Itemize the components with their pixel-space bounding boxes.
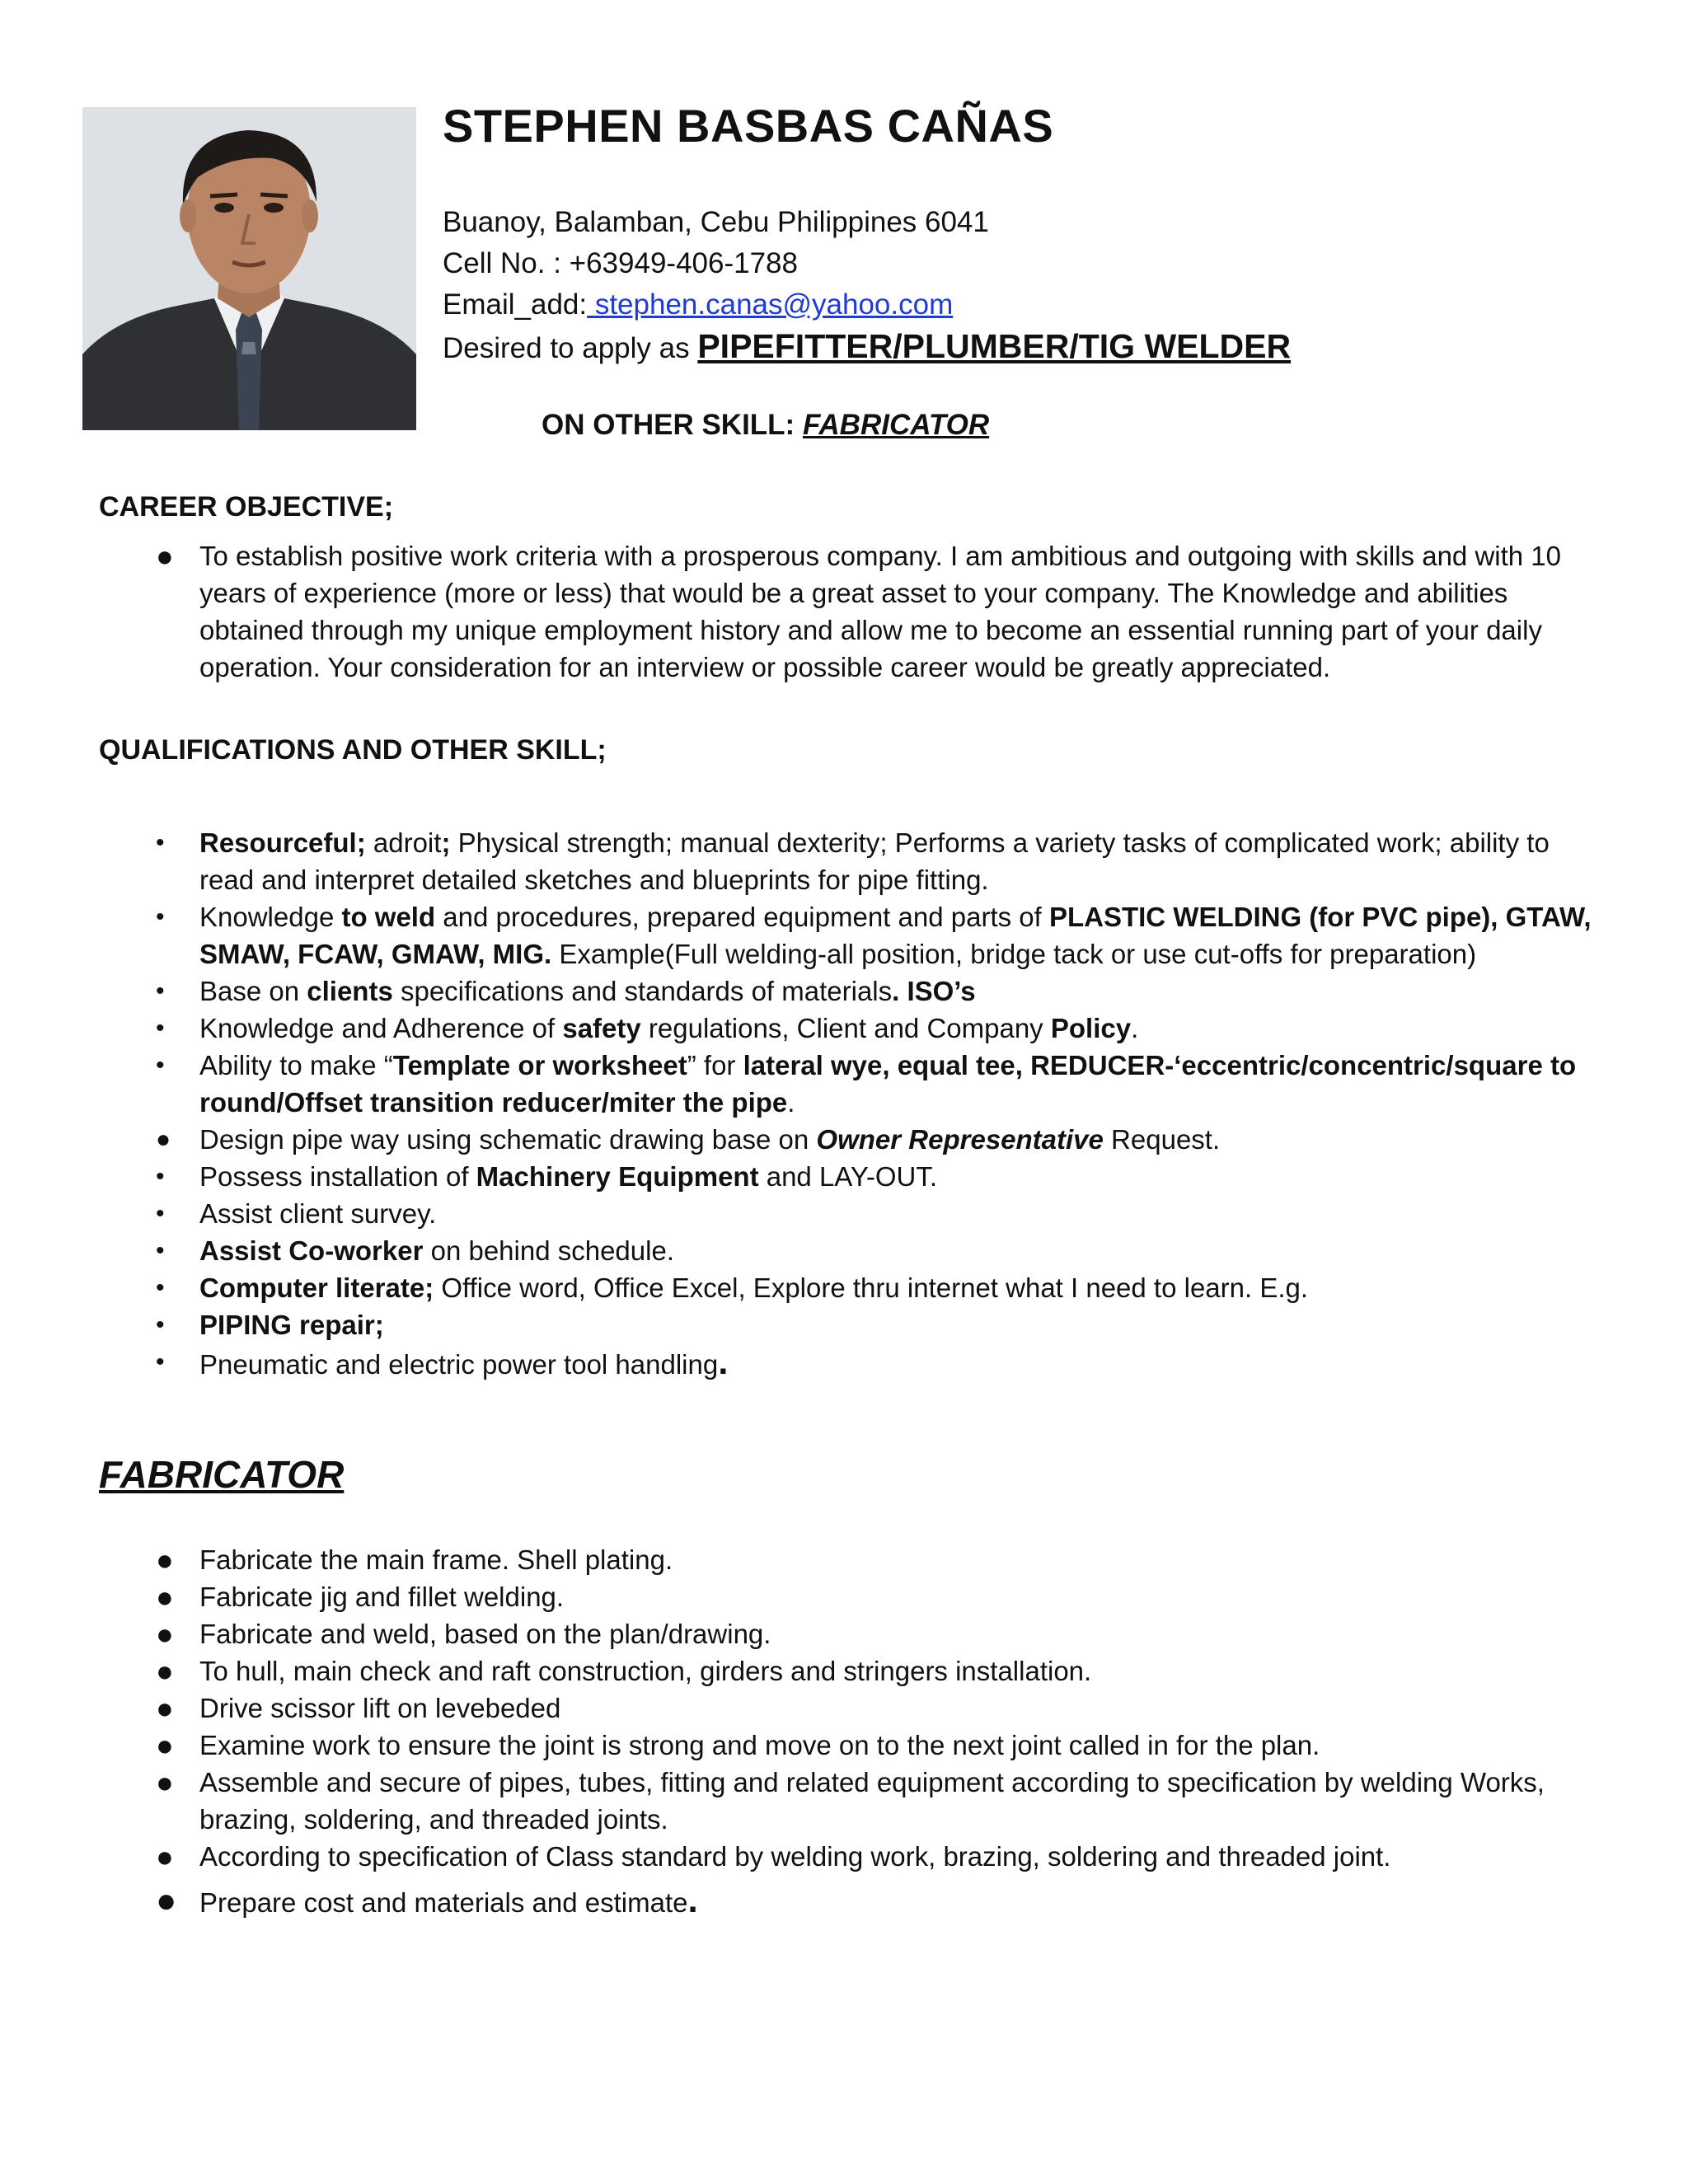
qualification-item [0, 1158, 1592, 1195]
qualification-item [0, 1343, 1592, 1383]
bullet-icon: ● [156, 539, 174, 573]
fabricator-item-period: . [687, 1880, 698, 1920]
bullet-icon: • [156, 1163, 165, 1190]
qualification-text: Physical strength; manual dexterity; Performs a variety tasks of complicated work; ability to read and interpret detailed sketches and blueprints for pipe fitting. [199, 827, 1550, 895]
qualification-text: Example(Full welding-all position, bridge tack or use cut-offs for preparation) [551, 939, 1477, 969]
career-objective-item [0, 537, 1592, 686]
fabricator-item-text: Fabricate and weld, based on the plan/drawing. [199, 1619, 771, 1649]
bullet-icon: ● [156, 1765, 174, 1799]
qualification-text: adroit [365, 827, 442, 858]
qualification-bold: Computer literate; [199, 1272, 434, 1303]
other-skill-value: FABRICATOR [802, 409, 990, 441]
qualification-item [0, 1306, 1592, 1343]
qualification-bold: . ISO’s [892, 976, 976, 1006]
fabricator-item [0, 1578, 1592, 1615]
fabricator-item [0, 1838, 1592, 1875]
candidate-name: STEPHEN BASBAS CAÑAS [443, 100, 1054, 152]
qualification-item [0, 1047, 1592, 1121]
qualification-item [0, 1121, 1592, 1158]
qualification-item [0, 1195, 1592, 1232]
fabricator-item [0, 1727, 1592, 1764]
bullet-icon: ● [156, 1728, 174, 1762]
fabricator-item-text: Fabricate jig and fillet welding. [199, 1582, 565, 1612]
qualification-bold: lateral wye, equal tee, REDUCER-‘eccentric/concentric/square to round/Offset transition reducer/miter the pipe [199, 1050, 1577, 1118]
fabricator-list [0, 1541, 1592, 1921]
qualification-text: regulations, Client and Company [640, 1013, 1051, 1043]
fabricator-item-text: Assemble and secure of pipes, tubes, fitting and related equipment according to specification by welding Works, brazing, soldering, and threaded joints. [199, 1767, 1545, 1835]
address: Buanoy, Balamban, Cebu Philippines 6041 [443, 206, 989, 238]
qualification-bold: . [718, 1342, 729, 1382]
bullet-icon: • [156, 1274, 165, 1301]
qualifications-list [0, 824, 1592, 1383]
qualification-bold: PIPING repair; [199, 1310, 384, 1340]
career-objective-text: To establish positive work criteria with a prosperous company. I am ambitious and outgoing with skills and with 10 years of experience (more or less) that would be a great asset to your company. The Knowledge and abilities obtained through my unique employment history and allow me to become an essential running part of your daily operation. Your consideration for an interview or possible career would be greatly appreciated. [199, 541, 1562, 682]
qualification-text: Knowledge and Adherence of [199, 1013, 563, 1043]
qualification-text: . [1131, 1013, 1139, 1043]
bullet-icon: ● [156, 1840, 174, 1873]
qualification-item [0, 1232, 1592, 1269]
fabricator-item [0, 1690, 1592, 1727]
email-label: Email_add: [443, 288, 588, 321]
fabricator-item [0, 1882, 1592, 1921]
qualification-bold: to weld [341, 902, 436, 932]
qualification-text: and LAY-OUT. [758, 1161, 938, 1192]
qualification-text: . [787, 1087, 795, 1118]
fabricator-item [0, 1615, 1592, 1652]
fabricator-item-text: Examine work to ensure the joint is strong and move on to the next joint called in for the plan. [199, 1730, 1320, 1760]
email-link[interactable]: stephen.canas@yahoo.com [587, 288, 954, 321]
bullet-icon: • [156, 903, 165, 930]
email-line [443, 284, 1291, 326]
qualification-item [0, 824, 1592, 898]
qualification-text: Base on [199, 976, 307, 1006]
bullet-icon: • [156, 1052, 165, 1079]
bullet-icon: • [156, 1311, 165, 1338]
qualification-item [0, 972, 1592, 1010]
qualification-bold: Machinery Equipment [476, 1161, 759, 1192]
qualification-text: Ability to make “ [199, 1050, 393, 1080]
qualification-item [0, 1269, 1592, 1306]
qualification-text: ” for [687, 1050, 743, 1080]
qualification-text: Design pipe way using schematic drawing base on [199, 1124, 817, 1155]
fabricator-item-text: Drive scissor lift on levebeded [199, 1693, 561, 1723]
fabricator-item-text: To hull, main check and raft construction, girders and stringers installation. [199, 1656, 1092, 1686]
bullet-icon: ● [156, 1543, 174, 1577]
fabricator-item [0, 1652, 1592, 1690]
desired-position-value: PIPEFITTER/PLUMBER/TIG WELDER [697, 327, 1292, 365]
bullet-icon: • [156, 1015, 165, 1042]
fabricator-item-text: Prepare cost and materials and estimate [199, 1887, 688, 1918]
qualification-bold: safety [562, 1013, 641, 1043]
qualification-text: on behind schedule. [423, 1235, 674, 1266]
fabricator-item-text: Fabricate the main frame. Shell plating. [199, 1544, 673, 1575]
qualification-text: Possess installation of [199, 1161, 476, 1192]
bullet-icon: • [156, 829, 165, 856]
bullet-icon: • [156, 1200, 165, 1227]
desired-position-label: Desired to apply as [443, 332, 698, 364]
qualification-bold: PLASTIC WELDING (for PVC pipe), GTAW, SMAW, FCAW, GMAW, MIG. [199, 902, 1592, 969]
desired-position [443, 326, 1291, 369]
qualification-item [0, 1010, 1592, 1047]
contact-block [443, 202, 1291, 369]
qualification-text: Pneumatic and electric power tool handling [199, 1349, 719, 1380]
bullet-icon: ● [156, 1617, 174, 1651]
bullet-icon: ● [156, 1580, 174, 1614]
qualification-bold: Policy [1050, 1013, 1132, 1043]
bullet-icon: ● [156, 1654, 174, 1688]
qualification-text: specifications and standards of materials [392, 976, 893, 1006]
qualification-bold: clients [307, 976, 393, 1006]
qualification-bold: Assist Co-worker [199, 1235, 424, 1266]
qualification-text: Request. [1103, 1124, 1221, 1155]
qualification-text: Knowledge [199, 902, 342, 932]
bullet-icon: ● [156, 1126, 171, 1153]
fabricator-heading: FABRICATOR [99, 1453, 345, 1496]
qualifications-heading: QUALIFICATIONS AND OTHER SKILL; [99, 734, 607, 766]
cell-number: Cell No. : +63949-406-1788 [443, 247, 798, 279]
other-skill-line [542, 409, 989, 442]
career-objective-heading: CAREER OBJECTIVE; [99, 491, 394, 523]
bullet-icon: ● [156, 1881, 177, 1919]
qualification-item [0, 898, 1592, 972]
other-skill-label: ON OTHER SKILL: [542, 409, 803, 441]
career-objective-list [0, 537, 1592, 686]
qualification-bold-italic: Owner Representative [816, 1124, 1104, 1155]
qualification-bold: ; [441, 827, 451, 858]
qualification-bold: Template or worksheet [392, 1050, 687, 1080]
qualification-text: and procedures, prepared equipment and parts of [435, 902, 1049, 932]
qualification-bold: Resourceful; [199, 827, 366, 858]
fabricator-item [0, 1764, 1592, 1838]
qualification-text: Assist client survey. [199, 1198, 437, 1229]
bullet-icon: • [156, 977, 165, 1005]
bullet-icon: • [156, 1237, 165, 1264]
qualification-text: Office word, Office Excel, Explore thru internet what I need to learn. E.g. [434, 1272, 1309, 1303]
fabricator-item [0, 1541, 1592, 1578]
bullet-icon: • [156, 1348, 165, 1376]
profile-photo [82, 107, 416, 430]
fabricator-item-text: According to specification of Class standard by welding work, brazing, soldering and threaded joint. [199, 1841, 1391, 1872]
bullet-icon: ● [156, 1691, 174, 1725]
